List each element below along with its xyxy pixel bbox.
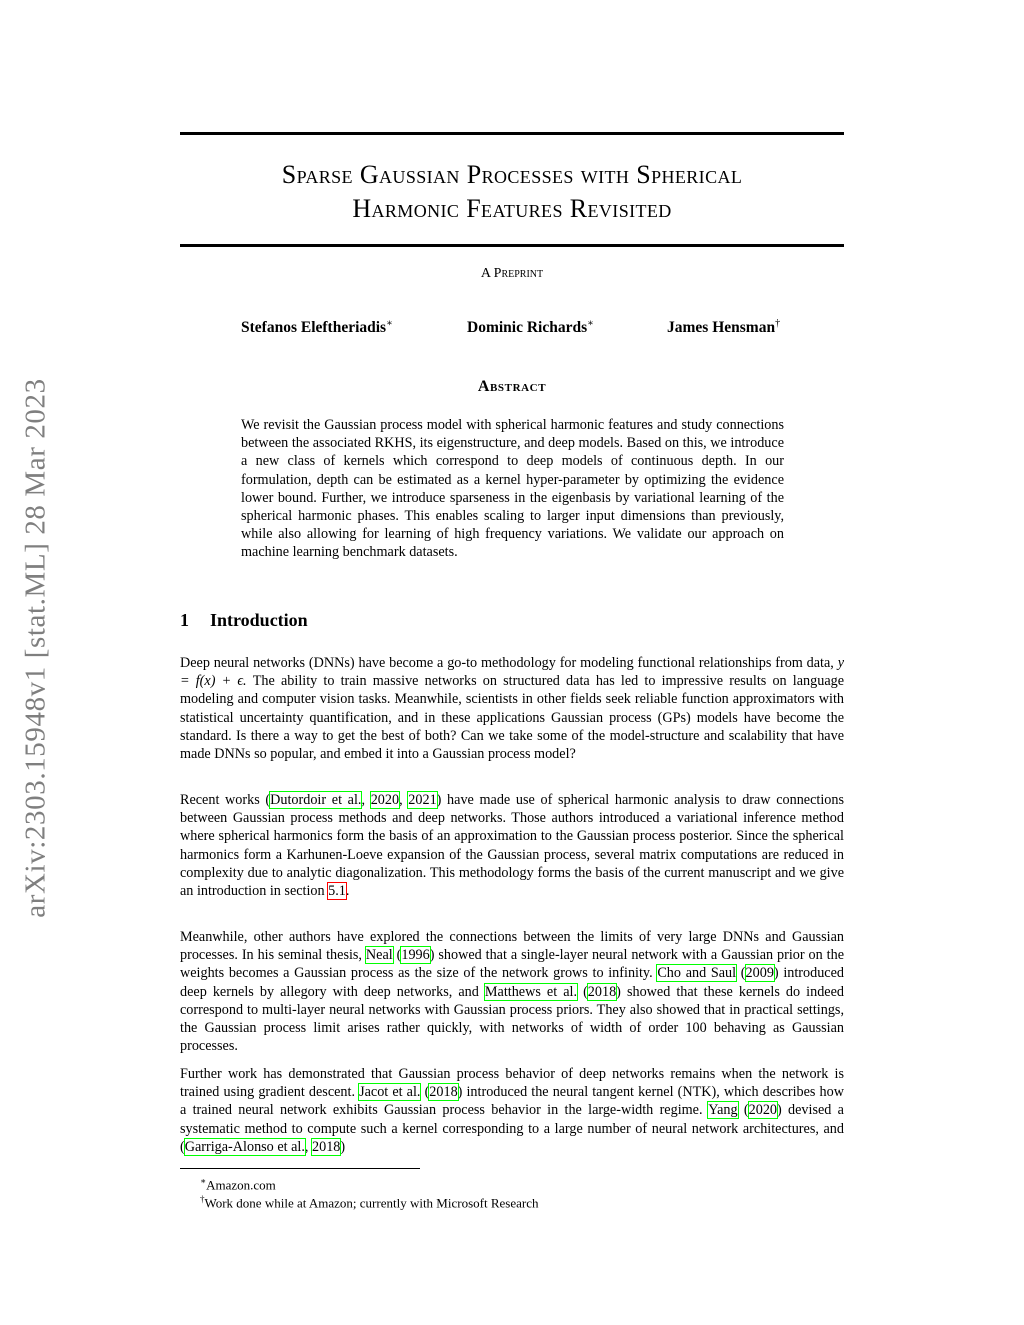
title-line-1: Sparse Gaussian Processes with Spherical <box>281 160 743 189</box>
footnote-mark: ∗ <box>200 1176 207 1186</box>
text-run: Further work has demonstrated that Gaussian process behavior of deep networks remains when the network is trained using gradient descent. <box>180 1066 844 1101</box>
text-run: ( <box>420 1084 430 1101</box>
citation-link[interactable]: 2018 <box>429 1084 458 1101</box>
citation-link[interactable]: Matthews et al. <box>484 983 578 1000</box>
text-run: Deep neural networks (DNNs) have become a go-to methodology for modeling functional relationships from data, <box>180 655 834 671</box>
text-run: , <box>361 792 371 808</box>
intro-paragraph-4 <box>180 1065 844 1156</box>
text-run: ( <box>392 947 402 964</box>
author-name: James Hensman <box>667 319 776 337</box>
citation-link[interactable]: Jacot et al. <box>359 1084 421 1101</box>
text-run: ) showed that these kernels do indeed correspond to multi-layer neural networks with Gaussian process priors. They also showed that in practical settings, the Gaussian process limit arises rather quickly, with networks of width of order 100 behaving as Gaussian processes. <box>180 983 844 1055</box>
section-heading <box>180 610 308 631</box>
footnote-mark: † <box>200 1194 205 1204</box>
intro-paragraph-3 <box>180 928 844 1055</box>
intro-paragraph-1 <box>180 654 844 763</box>
text-run: . <box>345 883 350 900</box>
text-run: Meanwhile, other authors have explored the connections between the limits of very large DNNs and Gaussian processes. In his seminal thesis, <box>180 929 844 964</box>
equation-inline: y = f(x) + ϵ. <box>180 655 844 690</box>
citation-link[interactable]: 2009 <box>745 965 774 982</box>
citation-link[interactable]: Cho and Saul <box>657 965 737 982</box>
text-run: , <box>399 792 409 808</box>
text-run: ) showed that a single-layer neural network with a Gaussian prior on the weights becomes a Gaussian process as the size of the network grows to infinity. <box>180 947 844 982</box>
citation-link[interactable]: 2018 <box>312 1138 341 1155</box>
section-reference-link[interactable]: 5.1 <box>328 883 346 900</box>
text-run: ) introduced the neural tangent kernel (NTK), which describes how a trained neural network exhibits Gaussian process behavior in the large-width regime. <box>180 1084 844 1119</box>
author-mark: ∗ <box>587 318 594 329</box>
footnote-2 <box>200 1191 538 1211</box>
abstract-heading: Abstract <box>477 378 547 395</box>
text-run: , <box>304 1138 312 1155</box>
citation-link[interactable]: Neal <box>365 947 393 964</box>
citation-link[interactable]: 2018 <box>587 983 617 1000</box>
author-name: Stefanos Eleftheriadis <box>241 319 387 337</box>
citation-link[interactable]: Yang <box>708 1102 738 1119</box>
title-bottom-rule <box>180 244 844 247</box>
citation-link[interactable]: Dutordoir et al. <box>270 792 362 808</box>
text-run: Recent works ( <box>180 792 271 808</box>
preprint-label: A Preprint <box>480 266 544 281</box>
author-2 <box>467 318 594 337</box>
abstract-text: We revisit the Gaussian process model with spherical harmonic features and study connections between the associated RKHS, its eigenstructure, and deep models. Based on this, we introduce a new class of kernels which correspond to deep models of continuous depth. In our formulation, depth can be estimated as a kernel hyper-parameter by optimizing the evidence lower bound. Further, we introduce sparseness in the eigenbasis by variational learning of the spherical harmonic phases. This enables scaling to larger input dimensions than previously, while also allowing for learning of high frequency variations. We validate our approach on machine learning benchmark datasets. <box>241 417 784 561</box>
text-run: ( <box>577 983 588 1000</box>
text-run: ) <box>340 1138 346 1155</box>
citation-link[interactable]: 2020 <box>748 1102 778 1119</box>
footnote-text: Amazon.com <box>206 1177 276 1193</box>
title-line-2: Harmonic Features Revisited <box>352 194 672 223</box>
footnote-rule <box>180 1168 420 1169</box>
author-name: Dominic Richards <box>467 319 588 337</box>
text-run: ( <box>737 1102 749 1119</box>
section-title: Introduction <box>210 610 308 630</box>
section-number: 1 <box>180 610 189 630</box>
author-mark: ∗ <box>386 318 393 329</box>
text-run: ) introduced deep kernels by allegory with deep networks, and <box>180 965 844 1000</box>
citation-link[interactable]: 2020 <box>370 792 400 808</box>
title-top-rule <box>180 132 844 135</box>
text-run: ( <box>736 965 746 982</box>
author-1 <box>241 318 393 337</box>
author-mark: † <box>775 318 781 329</box>
author-3 <box>667 318 780 337</box>
paper-title <box>180 158 844 226</box>
citation-link[interactable]: 1996 <box>401 947 430 964</box>
intro-paragraph-2 <box>180 791 844 900</box>
text-run: The ability to train massive networks on structured data has led to impressive results on language modeling and computer vision tasks. Meanwhile, scientists in other fields seek reliable function approximators with statistical uncertainty quantification, and in these applications Gaussian process (GPs) models have become the standard. Is there a way to get the best of both? Can we take some of the model-structure and scalability that have made DNNs so popular, and embed it into a Gaussian process model? <box>180 673 845 763</box>
arxiv-identifier: arXiv:2303.15948v1 [stat.ML] 28 Mar 2023 <box>19 378 52 918</box>
text-run: ) have made use of spherical harmonic analysis to draw connections between Gaussian process methods and deep networks. Those authors introduced a variational inference method where spherical harmonics form the basis of an approximation to the Gaussian process posterior. Since the spherical harmonics form a Karhunen-Loeve expansion of the Gaussian process, several matrix computations are reduced in complexity due to analytic diagonalization. This methodology forms the basis of the current manuscript and we give an introduction in section <box>180 792 844 900</box>
citation-link[interactable]: Garriga-Alonso et al. <box>184 1138 305 1155</box>
citation-link[interactable]: 2021 <box>408 792 437 808</box>
text-run: ) devised a systematic method to compute such a kernel corresponding to a large number of neural network architectures, and ( <box>180 1102 844 1155</box>
footnote-text: Work done while at Amazon; currently with Microsoft Research <box>204 1195 539 1211</box>
